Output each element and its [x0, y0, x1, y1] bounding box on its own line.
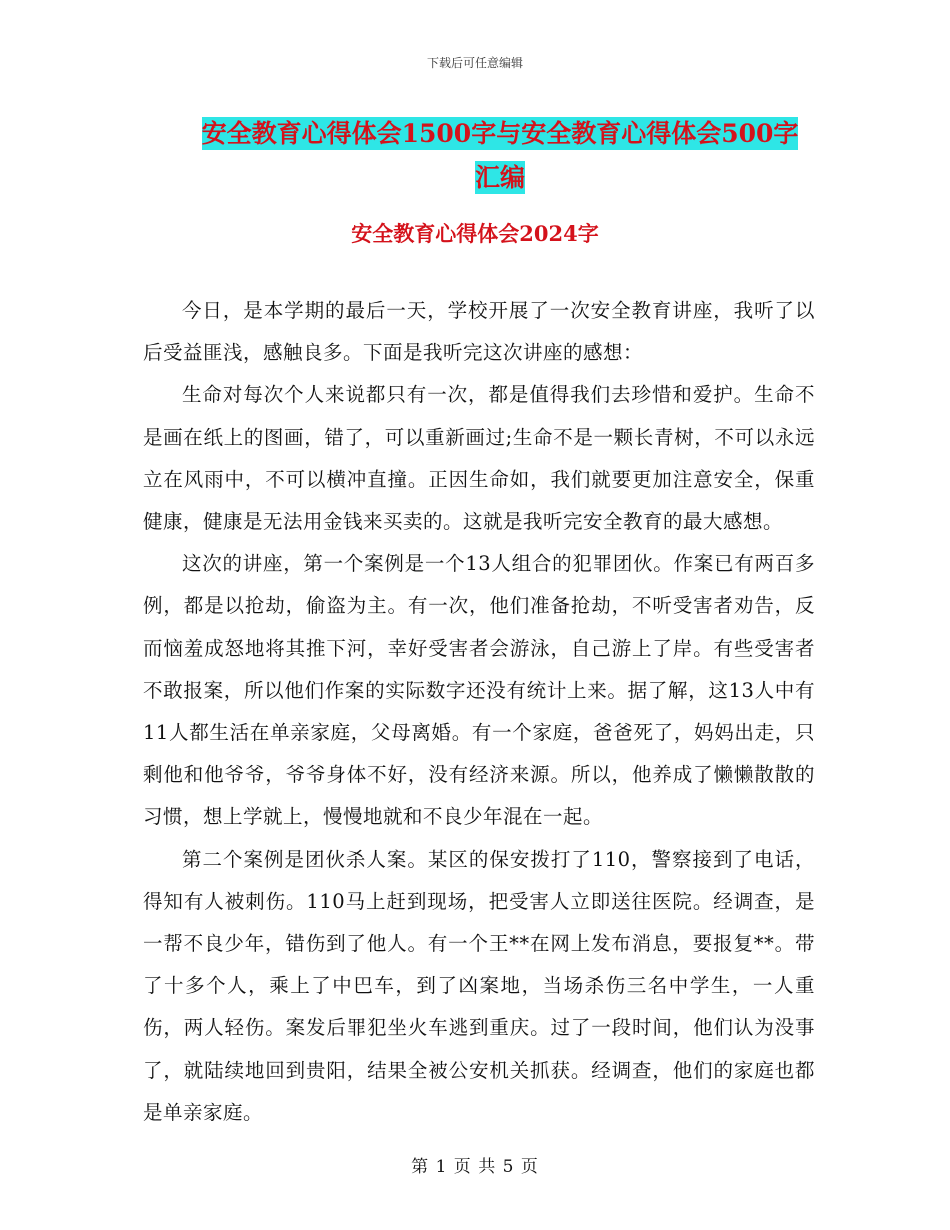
section-title: 安全教育心得体会2024字 — [351, 221, 599, 246]
paragraph: 这次的讲座，第一个案例是一个13人组合的犯罪团伙。作案已有两百多例，都是以抢劫，偷盗为主。有一次，他们准备抢劫，不听受害者劝告，反而恼羞成怒地将其推下河，幸好受害者会游泳，自己游上了岸。有些受害者不敢报案，所以他们作案的实际数字还没有统计上来。据了解，这13人中有11人都生活在单亲家庭，父母离婚。有一个家庭，爸爸死了，妈妈出走，只剩他和他爷爷，爷爷身体不好，没有经济来源。所以，他养成了懒懒散散的习惯，想上学就上，慢慢地就和不良少年混在一起。 — [143, 552, 815, 829]
document-title-line-2: 汇编 — [474, 163, 525, 192]
paragraph: 生命对每次个人来说都只有一次，都是值得我们去珍惜和爱护。生命不是画在纸上的图画，错了，可以重新画过;生命不是一颗长青树，不可以永远立在风雨中，不可以横冲直撞。正因生命如，我们就要更加注意安全，保重健康，健康是无法用金钱来买卖的。这就是我听完安全教育的最大感想。 — [143, 383, 815, 534]
document-title-line-1: 安全教育心得体会1500字与安全教育心得体会500字 — [201, 119, 799, 148]
body-text — [143, 290, 815, 1134]
page-number-footer: 第 1 页 共 5 页 — [411, 1157, 539, 1177]
page-header-note: 下载后可任意编辑 — [426, 56, 523, 70]
paragraph: 第二个案例是团伙杀人案。某区的保安拨打了110，警察接到了电话，得知有人被刺伤。110马上赶到现场，把受害人立即送往医院。经调查，是一帮不良少年，错伤到了他人。有一个王**在网上发布消息，要报复**。带了十多个人，乘上了中巴车，到了凶案地，当场杀伤三名中学生，一人重伤，两人轻伤。案发后罪犯坐火车逃到重庆。过了一段时间，他们认为没事了，就陆续地回到贵阳，结果全被公安机关抓获。经调查，他们的家庭也都是单亲家庭。 — [143, 847, 815, 1124]
document-title — [150, 112, 850, 200]
paragraph: 今日，是本学期的最后一天，学校开展了一次安全教育讲座，我听了以后受益匪浅，感触良多。下面是我听完这次讲座的感想： — [143, 299, 815, 365]
